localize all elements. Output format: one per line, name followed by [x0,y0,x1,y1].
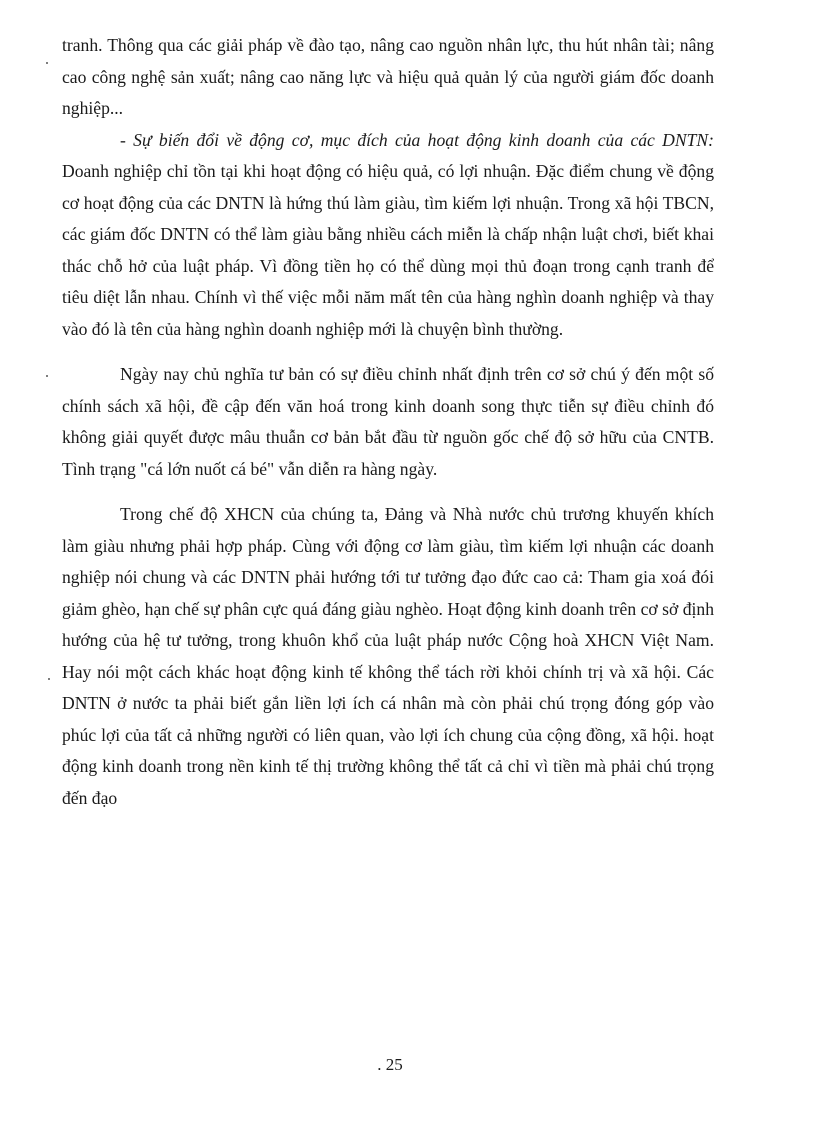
paragraph-3: Ngày nay chủ nghĩa tư bản có sự điều chỉnh nhất định trên cơ sở chú ý đến một số chính sách xã hội, đề cập đến văn hoá trong kinh doanh song thực tiễn sự điều chỉnh đó không giải quyết được mâu thuẫn cơ bản bắt đầu từ nguồn gốc chế độ sở hữu của CNTB. Tình trạng "cá lớn nuốt cá bé" vẫn diễn ra hàng ngày. [62,364,714,479]
scan-speck [46,62,48,64]
paragraph-4: Trong chế độ XHCN của chúng ta, Đảng và Nhà nước chủ trương khuyến khích làm giàu nhưng phải hợp pháp. Cùng với động cơ làm giàu, tìm kiếm lợi nhuận các doanh nghiệp nói chung và các DNTN phải hướng tới tư tưởng đạo đức cao cả: Tham gia xoá đói giảm ghèo, hạn chế sự phân cực quá đáng giàu nghèo. Hoạt động kinh doanh trên cơ sở định hướng của hệ tư tưởng, trong khuôn khổ của luật pháp nước Cộng hoà XHCN Việt Nam. Hay nói một cách khác hoạt động kinh tế không thể tách rời khỏi chính trị và xã hội. Các DNTN ở nước ta phải biết gắn liền lợi ích cá nhân mà còn phải chú trọng đóng góp vào phúc lợi của tất cả những người có liên quan, vào lợi ích chung của cộng đồng, xã hội. hoạt động kinh doanh trong nền kinh tế thị trường không thể tất cả chỉ vì tiền mà phải chú trọng đến đạo [62,504,714,808]
paragraph-2 [62,125,714,346]
scan-speck [46,375,48,377]
paragraph-1: tranh. Thông qua các giải pháp về đào tạo, nâng cao nguồn nhân lực, thu hút nhân tài; nâng cao công nghệ sản xuất; nâng cao năng lực và hiệu quả quản lý của người giám đốc doanh nghiệp... [62,35,714,118]
paragraph-2-heading: - Sự biến đổi về động cơ, mục đích của hoạt động kinh doanh của các DNTN: [120,129,714,150]
paragraph-2-body: Doanh nghiệp chỉ tồn tại khi hoạt động có hiệu quả, có lợi nhuận. Đặc điểm chung về động cơ hoạt động của các DNTN là hứng thú làm giàu, tìm kiếm lợi nhuận. Trong xã hội TBCN, các giám đốc DNTN có thể làm giàu bằng nhiều cách miễn là chấp nhận luật chơi, biết khai thác chỗ hở của luật pháp. Vì đồng tiền họ có thể dùng mọi thủ đoạn trong cạnh tranh để tiêu diệt lẫn nhau. Chính vì thế việc mỗi năm mất tên của hàng nghìn doanh nghiệp và thay vào đó là tên của hàng nghìn doanh nghiệp mới là chuyện bình thường. [62,161,714,339]
body-text [62,30,714,814]
scan-speck [48,678,50,680]
page-number: . 25 [377,1055,403,1074]
